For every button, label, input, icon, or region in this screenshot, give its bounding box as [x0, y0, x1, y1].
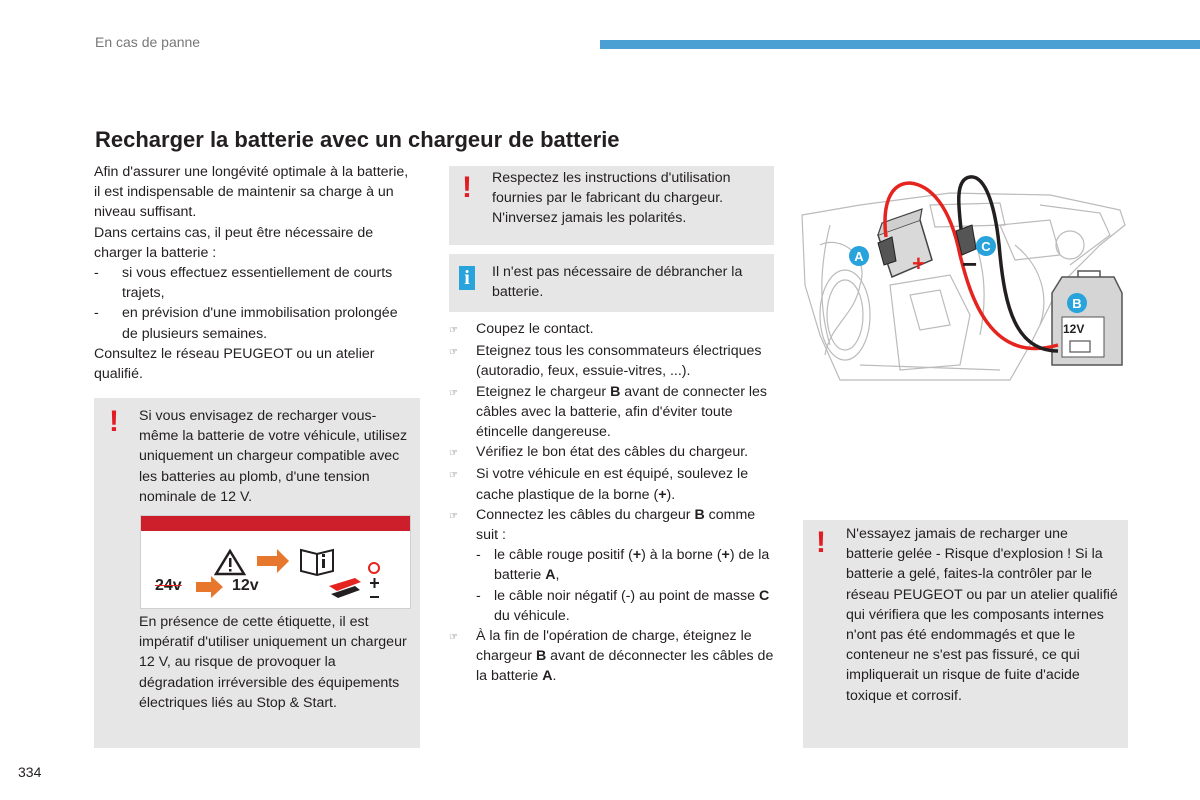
step-item [449, 319, 777, 341]
info-mid-text: Il n'est pas nécessaire de débrancher la batterie. [492, 264, 743, 301]
warning-icon: ! [462, 171, 472, 204]
step-text: Coupez le contact. [476, 321, 594, 337]
sub-step-text: le câble noir négatif (-) au point de masse C du véhicule. [494, 587, 770, 624]
charger-icon [1052, 271, 1122, 365]
orange-arrow-icon [257, 549, 289, 573]
manual-book-icon [301, 550, 333, 575]
minus-sign: − [962, 249, 978, 279]
hazard-triangle-icon [216, 551, 244, 574]
callout-a-label: A [854, 249, 864, 264]
callout-b [1067, 293, 1087, 313]
info-icon: i [459, 266, 475, 290]
warning-left-text: Si vous envisagez de recharger vous-même la batterie de votre véhicule, utilisez uniquement un chargeur compatible avec les batteries au plomb, d'une tension nominale de 12 V. [139, 408, 408, 505]
sub-step-item [449, 545, 777, 585]
step-item [449, 341, 777, 381]
hand-pointer-icon: ☞ [449, 510, 458, 522]
warning-left-note: En présence de cette étiquette, il est impératif d'utiliser uniquement un chargeur 12 V, au risque de provoquer la dégradation irréversible des équipements électriques liés au Stop & Start. [139, 614, 407, 711]
intro-paragraph-2: Dans certains cas, il peut être nécessaire de charger la batterie : [94, 224, 374, 261]
step-item [449, 382, 777, 443]
intro-paragraph-1: Afin d'assurer une longévité optimale à la batterie, il est indispensable de maintenir sa charge à un niveau suffisant. [94, 164, 409, 221]
page-number: 334 [18, 764, 42, 780]
hand-pointer-icon: ☞ [449, 325, 458, 336]
callout-c-label: C [981, 239, 991, 254]
step-item [449, 505, 777, 545]
step-item [449, 626, 777, 687]
dash-marker: - [94, 265, 99, 282]
step-item [449, 442, 777, 464]
intro-text [94, 162, 416, 384]
dash-marker: - [476, 587, 481, 604]
callout-c [976, 236, 996, 256]
dash-marker: - [94, 305, 99, 322]
charger-label-image [140, 515, 411, 609]
page-title: Recharger la batterie avec un chargeur de batterie [95, 127, 620, 152]
charger-voltage-label: 12V [1063, 322, 1085, 336]
label-voltage-from: 24v [155, 577, 182, 594]
charger-clamps-icon [329, 563, 379, 598]
step-item [449, 464, 777, 504]
warning-right-text: N'essayez jamais de recharger une batterie gelée - Risque d'explosion ! Si la batterie a gelé, faites-la contrôler par le réseau PEUGEOT ou par un atelier qualifié qui vérifiera que les composants internes n'ont pas été endommagés et que le conteneur ne s'est pas fissuré, ce qui impliquerait un risque de fuite d'acide toxique et corrosif. [846, 526, 1118, 704]
step-text: Connectez les câbles du chargeur B comme suit : [476, 506, 756, 544]
hand-pointer-icon: ☞ [449, 387, 458, 399]
warning-icon: ! [109, 405, 119, 438]
intro-paragraph-3: Consultez le réseau PEUGEOT ou un atelier qualifié. [94, 345, 375, 383]
dash-marker: - [476, 547, 481, 564]
callout-a [849, 246, 869, 266]
intro-item-2 [94, 303, 416, 343]
header-accent-bar [600, 40, 1200, 49]
battery-charging-diagram [800, 165, 1130, 390]
callout-b-label: B [1072, 296, 1082, 311]
orange-arrow-icon [196, 576, 223, 598]
hand-pointer-icon: ☞ [449, 347, 458, 359]
warning-icon: ! [816, 526, 826, 559]
intro-item-text: si vous effectuez essentiellement de courts trajets, [122, 265, 393, 302]
intro-item-1 [94, 263, 416, 303]
hand-pointer-icon: ☞ [449, 632, 458, 644]
section-header: En cas de panne [95, 34, 201, 50]
steps-list [449, 319, 777, 687]
hand-pointer-icon: ☞ [449, 448, 458, 460]
warning-mid-text: Respectez les instructions d'utilisation fournies par le fabricant du chargeur. N'inversez jamais les polarités. [492, 170, 731, 227]
step-text: À la fin de l'opération de charge, éteignez le chargeur B avant de déconnecter les câbles de la batterie A. [476, 628, 774, 685]
intro-item-text: en prévision d'une immobilisation prolongée de plusieurs semaines. [122, 305, 398, 342]
step-text: Vérifiez le bon état des câbles du chargeur. [476, 444, 749, 461]
step-text: Si votre véhicule en est équipé, soulevez le cache plastique de la borne (+). [476, 466, 749, 503]
hand-pointer-icon: ☞ [449, 470, 458, 482]
plus-sign: + [912, 251, 925, 276]
sub-step-text: le câble rouge positif (+) à la borne (+) de la batterie A, [494, 547, 770, 584]
sub-step-item [449, 586, 777, 626]
step-text: Eteignez le chargeur B avant de connecter les câbles avec la batterie, afin d'éviter toute étincelle dangereuse. [476, 383, 768, 441]
label-voltage-to: 12v [232, 577, 259, 594]
step-text: Eteignez tous les consommateurs électriques (autoradio, feux, essuie-vitres, ...). [476, 343, 762, 380]
